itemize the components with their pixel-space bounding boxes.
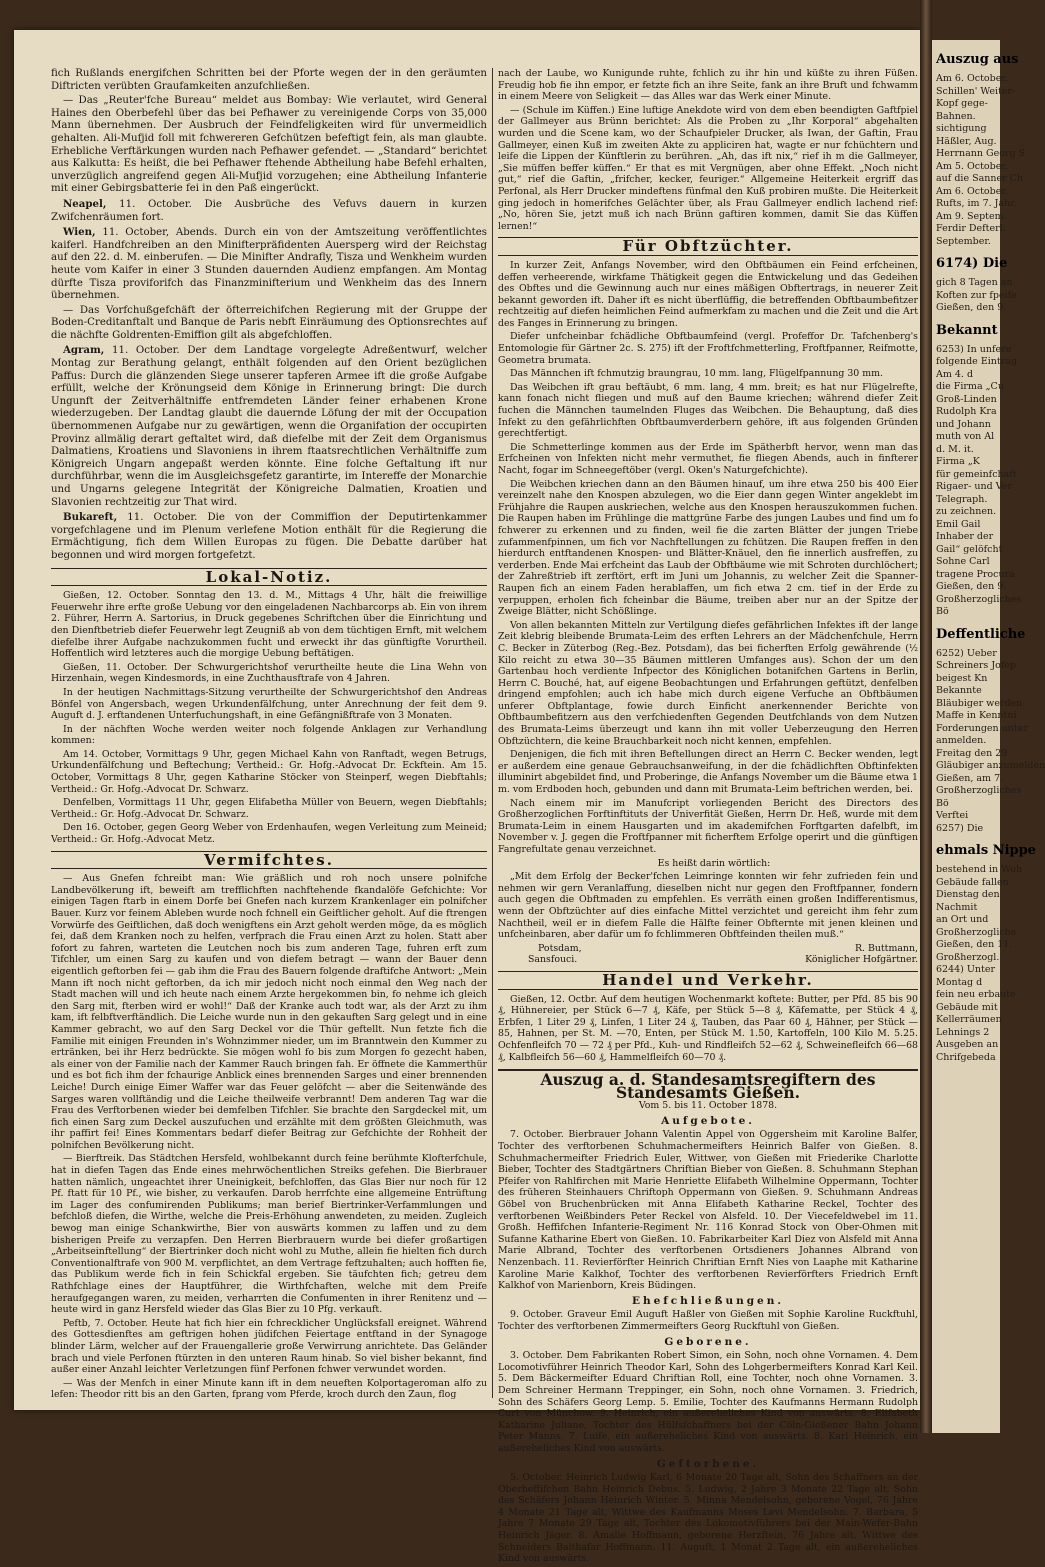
article-paragraph: Peftb, 7. October. Heute hat fich hier ein fchrecklicher Unglücksfall ereignet. Während des Gottesdienftes am geftrigen hohen jüdifchen Feiertage entftand in der Synagoge blinder Lärm, welcher auf der Frauengallerie große Verwirrung anrichtete. Das Geländer brach und viele Perfonen ftürzten in den unteren Raum hinab. So viel bisher bekannt, find außer einer Anzahl leichter Verletzungen fünf Perfonen fchwer verwundet worden.	[51, 1317, 487, 1376]
adjacent-page-line: Ferdir Defterl.	[936, 223, 1006, 234]
adjacent-page-line: Groß-Linden	[936, 393, 997, 405]
adjacent-page-line: Auszug aus	[936, 52, 1019, 67]
subheading-eheschliessungen: Ehefchließungen.	[631, 1294, 785, 1307]
article-paragraph: Am 14. October, Vormittags 9 Uhr, gegen Michael Kahn von Ranftadt, wegen Betrugs, Urkundenfälfchung und Beftechung; Vertheid.: Gr. Hofg.-Advocat Dr. Eckftein. Am 15. October, Vormittags 8 Uhr, gegen Katharine Stöcker von Steinperf, wegen Diebftahls; Vertheid.: Gr. Hofg.-Advocat Dr. Schwarz.	[51, 748, 487, 795]
adjacent-page-line: Am 5. October.	[936, 160, 1008, 172]
adjacent-page-line: Gebäude fallen	[936, 876, 1009, 888]
adjacent-page-line: Gießen, den 9.	[936, 581, 1007, 592]
article-paragraph: — Was der Menfch in einer Minute kann ift in dem neueften Kolportageroman alfo zu lefen: Theodor ritt bis an den Garten, fprang vom Pferde, kroch durch den Zaun, flog	[51, 1377, 487, 1401]
signature-name	[805, 943, 918, 966]
adjacent-page-line: bestehend in Woh	[936, 864, 1023, 875]
article-paragraph: In der heutigen Nachmittags-Sitzung verurtheilte der Schwurgerichtshof den Andreas Bönfel von Angersbach, wegen Urkundenfälfchung, unter Anrechnung der feit dem 9. Auguft d. J. erftandenen Unterfuchungshaft, in eine Gefängnißftrafe von 3 Monaten.	[51, 686, 487, 722]
adjacent-page-line: Lehnings 2	[936, 1026, 990, 1038]
adjacent-page-line: Bekannte	[936, 685, 982, 696]
adjacent-page-line: Telegraph.	[936, 493, 988, 505]
column-divider	[492, 68, 493, 1398]
adjacent-page-line: Häßler, Aug.	[936, 135, 997, 147]
article-paragraph: Den 16. October, gegen Georg Weber von Erdenhaufen, wegen Verleitung zum Meineid; Vertheid.: Gr. Hofg.-Advocat Metz.	[51, 822, 487, 846]
dispatch-agram	[51, 344, 487, 509]
right-column	[498, 68, 918, 1567]
adjacent-page-line: Bö	[936, 797, 949, 809]
adjacent-page-line: Rufts, im 7. Jahr.	[936, 198, 1017, 209]
adjacent-page-line: Herrnann Georg S	[936, 148, 1026, 159]
standesamt-period: Vom 5. bis 11. October 1878.	[638, 1100, 778, 1112]
signature-place	[498, 943, 582, 966]
dispatch-place: Wien,	[63, 226, 96, 239]
article-paragraph: Gießen, 12. October. Sonntag den 13. d. M., Mittags 4 Uhr, hält die freiwillige Feuerwehr ihre erfte große Uebung vor den eingeladenen Nachbarcorps ab. Ein von ihrem 2. Führer, Herrn A. Sartorius, in Druck gegebenes Schriftchen über die Einrichtung und den Dienftbetrieb diefer Feuerwehr legt Zeugniß ab von dem tüchtigen Ernft, mit welchem diefelbe ihrer Aufgabe nachzukommen fucht und erweckt ihr das günftigfte Vorurtheil. Hoffentlich wird letzteres auch die morgige Uebung beftätigen.	[51, 590, 487, 660]
adjacent-page-line: die Firma „Cu	[936, 381, 1004, 392]
registry-entries: 5. October. Heinrich Ludwig Karl, 6 Monate 20 Tage alt, Sohn des Schaffners an der Oberheffifchen Bahn Heinrich Debus. 5. Ludwig, 2 Jahre 3 Monate 22 Tage alt, Sohn des Schäfers Johann Heinrich Winter. 5. Minna Mendelsohn, geborene Vogel, 76 Jahre 4 Monate 21 Tage alt, Wittwe des Kaufmanns Moses Levi Mendelsohn. 7. Barbara, 5 Jahre 7 Monate 29 Tage alt, Tochter des Lokomotivführers bei der Main-Wefer-Bahn Heinrich Jäger. 8. Amalie Hoffmann, geborene Herzftein, 76 Jahre alt, Wittwe des Schneiders Balthafar Hoffmann. 11. Auguft, 1 Monat 2 Tage alt, ein außereheliches Kind von auswärts.	[498, 1472, 918, 1565]
adjacent-page-line: Gießen, den 11.	[936, 939, 1013, 950]
adjacent-page-line: Gießen, den 9.	[936, 302, 1007, 313]
adjacent-page-line: Großherzogliches	[936, 593, 1022, 605]
dispatch-place: Agram,	[63, 344, 105, 357]
article-paragraph: nach der Laube, wo Kunigunde ruhte, fchlich zu ihr hin und küßte zu ihren Füßen. Freudig hob fie ihn empor, er fetzte fich an ihre Seite, fank an ihre Bruft und fchwamm in einem Meere von Seligkeit — das Alles war das Werk einer Minute.	[498, 68, 918, 103]
article-paragraph: Gießen, 11. October. Der Schwurgerichtshof verurtheilte heute die Lina Wehn von Hirzenhain, wegen Kindesmords, in eine Zuchthausftrafe von 4 Jahren.	[51, 661, 487, 685]
signature-block	[498, 943, 918, 966]
article-paragraph: Das Männchen ift fchmutzig braungrau, 10 mm. lang, Flügelfpannung 30 mm.	[510, 368, 884, 380]
adjacent-page-line: muth von Al	[936, 431, 995, 442]
adjacent-page-line: Montag d	[936, 976, 983, 988]
adjacent-page-line: Gebäude mit	[936, 1001, 998, 1013]
adjacent-page-line: an Ort und	[936, 914, 989, 925]
adjacent-page-line: Inhaber der	[936, 531, 994, 542]
adjacent-page-line: Bläubiger werden	[936, 697, 1023, 709]
adjacent-page-line: Nachmit	[936, 901, 978, 913]
signature-place-line: Sansfouci.	[528, 954, 578, 966]
adjacent-page-line: fein neu erbaute	[936, 989, 1016, 1000]
adjacent-page-line: Forderungen unter	[936, 722, 1028, 734]
market-report: Gießen, 12. Octbr. Auf dem heutigen Wochenmarkt koftete: Butter, per Pfd. 85 bis 90 ₰, Hühnereier, per Stück 6—7 ₰, Käfe, per Stück 5—8 ₰, Käfematte, per Stück 4 ₰, Erbfen, 1 Liter 29 ₰, Linfen, 1 Liter 24 ₰, Tauben, das Paar 60 ₰, Hähner, per Stück —85, Hahnen, per St. M. —70, Enten, per Stück M. 1.50, Kartoffeln, 100 Kilo M. 5.25. Ochfenfleifch 70 — 72 ₰ per Pfd., Kuh- und Rindfleifch 52—62 ₰, Schweinefleifch 66—68 ₰, Kalbfleifch 56—60 ₰, Hammelfleifch 60—70 ₰.	[498, 993, 918, 1063]
article-paragraph: Nach einem mir im Manufcript vorliegenden Bericht des Directors des Großherzoglichen Forftinftituts der Univerfität Gießen, Herrn Dr. Heß, wurde mit dem Brumata-Leim in einem Hausgarten und im akademifchen Forftgarten dafelbft, im November v. J. gegen die Froftfpanner mit ficherftem Erfolge operirt und die günftigen Fangrefultate genau verzeichnet.	[498, 797, 918, 855]
dispatch-text: 11. October, Abends. Durch ein von der Amtszeitung veröffentlichtes kaiferl. Handfchreiben an den Minifterpräfidenten Auersperg wird der Reichstag auf den 22. d. M. einberufen. — Die Minifter Andrafly, Tisza und Wenkheim wurden heute vom Kaifer in einer 3 Stunden dauernden Audienz empfangen. Am Montag dürfte Tisza proviforifch das Finanzminifterium und Wenkheim das des Innern übernehmen.	[51, 227, 488, 302]
adjacent-page-line: Emil Gail	[936, 518, 981, 530]
adjacent-page-line: Sohne Carl	[936, 556, 990, 567]
section-heading-lokal: Lokal-Notiz.	[51, 568, 487, 587]
adjacent-page-line: Großherzogl.	[936, 951, 1000, 963]
adjacent-page-line: 6174) Die	[936, 256, 1008, 271]
adjacent-page-line: Am 6. October.	[936, 73, 1008, 84]
adjacent-page-line: September.	[936, 235, 991, 247]
registry-entries: 3. October. Dem Fabrikanten Robert Simon, ein Sohn, noch ohne Vornamen. 4. Dem Locomotivführer Heinrich Theodor Karl, Sohn des Lohgerbermeifters Konrad Karl Keil. 5. Dem Bäckermeifter Eduard Chriftian Roll, eine Tochter, noch ohne Vornamen. 3. Dem Schreiner Hermann Treppinger, ein Sohn, noch ohne Vornamen. 3. Friedrich, Sohn des Schäfers Georg Lemp. 5. Emilie, Tochter des Kaufmanns Hermann Rudolph Curt von Münchow. 9. Heinrich, ein außereheliches Kind von auswärts. 8. Elifabeth Katharine Juliane, Tochter des Hülfsfchaffners bei der Cöln-Gießener Bahn Johann Peter Manns. 7. Luife, ein außereheliches Kind von auswärts. 8. Karl Heinrich, ein außereheliches Kind von auswärts.	[498, 1350, 918, 1454]
adjacent-page-line: Verftei	[936, 810, 969, 821]
signature-place-line: Potsdam,	[538, 942, 582, 954]
left-column	[51, 68, 487, 1403]
adjacent-page-line: folgende Eintrag	[936, 356, 1018, 367]
adjacent-page-line: 6252) Ueber	[936, 647, 997, 659]
adjacent-page-line: und Johann	[936, 418, 991, 430]
adjacent-page-line: Schillen' Weiter-	[936, 85, 1016, 97]
article-paragraph: — Aus Gnefen fchreibt man: Wie gräßlich und roh noch unsere polnifche Landbevölkerung ift, beweift am trefflichften nachftehende fkandalöfe Gefchichte: Vor einigen Tagen ftarb in einem Dorfe bei Gnefen nach kurzem Krankenlager ein polnifcher Bauer. Kurz vor feinem Ableben wurde noch fchnell ein Geiftlicher geholt. Auf die ftrengen Vorwürfe des Geiftlichen, daß doch wenigftens ein Arzt geholt werden möge, da es möglich fei, daß dem Kranken noch zu helfen, verfprach die Frau einen Arzt zu holen. Statt aber fofort zu fahren, warteten die Leutchen noch bis zum anderen Tage, fuhren erft zum Tifchler, um einen Sarg zu kaufen und von diefem betragt — wann der Bauer denn eigentlich geftorben fei — gab ihm die Frau des Bauern folgende draftifche Antwort: „Mein Mann ift noch nicht geftorben, da ich mir jedoch nicht noch einmal den Weg nach der Stadt machen will und ich heute nach einem Arzte hergekommen bin, fo nehme ich gleich den Sarg mit, fterben wird er wohl!“ Daß der Kranke auch todt war, als der Arzt zu ihm kam, ift felbftverftändlich. Die Leiche wurde nun in den gekauften Sarg gelegt und in eine Kammer gebracht, wo auf den Sarg Deckel vor die Thür geftellt. Nun fetzte fich die Familie mit einigen Freunden in's Wohnzimmer nieder, um im Branntwein den Kummer zu ertränken, bei ihr Herz bedrückte. Sie mögen wohl fo bis zum Morgen fo gezecht haben, als einer von der Familie nach der Kammer Rauch bringen fah. Er öffnete die Kammerthür und es bot fich ihm der fchaurige Anblick eines brennenden Sarges und einer brennenden Leiche! Durch einige Eimer Waffer war das Feuer gelöfcht — aber die Seitenwände des Sarges waren vollftändig und die Leiche theilweife verbrannt! Dem anderen Tag war die Frau des Verftorbenen wieder bei demfelben Tifchler. Sie brachte den Sargdeckel mit, um fich einen Sarg zum Deckel auszufuchen und erzählte mit dem größten Gleichmuth, was ihr paffirt fei! Eines Kommentars bedarf diefer Beitrag zur Gefchichte der Rohheit der polnifchen Bevölkerung nicht.	[51, 873, 487, 1151]
section-heading-vermischtes: Vermifchtes.	[51, 851, 487, 870]
adjacent-page-line: tragene Procura	[936, 568, 1015, 580]
adjacent-page-line: Chrifgebeda	[936, 1051, 996, 1063]
adjacent-page-line: Schreiners Jofep	[936, 660, 1017, 671]
adjacent-page-line: gich 8 Tagen an	[936, 277, 1013, 288]
section-heading-handel: Handel und Verkehr.	[498, 971, 918, 990]
section-heading-obstzuechter: Für Obftzüchter.	[498, 237, 918, 256]
dispatch-place: Neapel,	[63, 197, 107, 210]
article-paragraph: In der nächften Woche werden weiter noch folgende Anklagen zur Verhandlung kommen:	[51, 723, 487, 747]
adjacent-page-line: Großherzogliche	[936, 926, 1017, 938]
article-paragraph: Es heißt darin wörtlich:	[657, 857, 771, 869]
adjacent-page-line: 6257) Die	[936, 822, 984, 834]
adjacent-page-line: 6253) In unfere	[936, 343, 1012, 355]
adjacent-page-line: für gemeinfchaft	[936, 468, 1017, 480]
article-paragraph: Die Weibchen kriechen dann an den Bäumen hinauf, um ihre etwa 250 bis 400 Eier vereinzelt nahe den Knospen abzulegen, wo die Eier dann gegen Winter angeklebt im Frühjahre die Raupen auskriechen, welche aus den Knospen herauszukommen fuchen. Die Raupen haben im Frühlinge die mattgrüne Farbe des jungen Laubes und find um fo fchwerer zu erkennen und zu finden, weil fie die zarten Blätter der jungen Triebe zufammenfpinnen, um fich vor Nachftellungen zu fchützen. Die Raupen freffen in den hierdurch entftandenen Knospen- und Blätter-Knäuel, den fie innerlich ausfreffen, zu verderben. Ende Mai erfcheint das Laub der Obftbäume wie mit Schroten durchlöchert; der Zahreßtrieb ift zerftört, erft im Juni um Johannis, zu welcher Zeit die Spanner-Raupen fich an einem Faden herablaffen, um fich etwa 2 cm. tief in der Erde zu verpuppen, erholen fich fcheinbar die Bäume, treiben aber nur an der Spitze der Zweige Blätter, nicht Schößlinge.	[498, 478, 918, 618]
adjacent-page-edge	[932, 40, 1045, 1433]
adjacent-page-line: zu zeichnen.	[936, 506, 997, 517]
registry-entries: 9. October. Graveur Emil Auguft Haßler von Gießen mit Sophie Karoline Ruckftuhl, Tochter des verftorbenen Zimmermeifters Georg Ruckftuhl von Gießen.	[498, 1309, 918, 1332]
dispatch-text: 11. October. Die von der Commiffion der Deputirtenkammer vorgefchlagene und im Plenum verlefene Motion enthält für die Regierung die Ermächtigung, fich dem Willen Europas zu fügen. Die Debatte darüber hat begonnen und wird morgen fortgefetzt.	[51, 512, 487, 561]
newspaper-page	[14, 30, 920, 1565]
adjacent-page-line: Gläubiger anzumelden	[936, 760, 1045, 771]
adjacent-page-line: Bekannt	[936, 322, 998, 338]
dispatch-bukarest	[51, 511, 487, 562]
adjacent-page-line: Am 4. d	[936, 368, 974, 380]
registry-entries: 7. October. Bierbrauer Johann Valentin Appel von Oggersheim mit Karoline Balfer, Tochter des verftorbenen Schuhmachermeifters Heinrich Balfer von Gießen. 8. Schuhmachermeifter Friedrich Euler, Wittwer, von Gießen mit Friederike Charlotte Bieber, Tochter des Stadtgärtners Chriftian Bieber von Gießen. 8. Schuhmann Stephan Pfeifer von Rahlfirchen mit Marie Henriette Elifabeth Wilhelmine Oppermann, Tochter des früheren Steinhauers Chriftoph Oppermann von Gießen. 9. Schuhmann Andreas Göbel von Bruchenbrücken mit Anna Elifabeth Katharine Reckel, Tochter des verftorbenen Weißbinders Peter Reckel von Alsfeld. 10. Der Viecefeldwebel im 11. Großh. Heffifchen Infanterie-Regiment Nr. 116 Konrad Stock von Ober-Ohmen mit Sufanne Katharine Ebert von Gießen. 10. Fabrikarbeiter Karl Diez von Alsfeld mit Anna Marie Albrand, Tochter des verftorbenen Ortsdieners Johannes Albrand von Nenzenbach. 11. Revierförfter Heinrich Chriftian Ernft Nies von Laaphe mit Katharine Karoline Marie Kalkhof, Tochter des verftorbenen Revierförfters Friedrich Ernft Kalkhof von Marienborn, Kreis Büdingen.	[498, 1129, 918, 1292]
article-paragraph: — Das „Reuter'fche Bureau“ meldet aus Bombay: Wie verlautet, wird General Haines den Oberbefehl über das bei Pefhawer zu vereinigende Corps von 35,000 Mann übernehmen. Der Ausbruch der Feindfeligkeiten wird für unvermeidlich gehalten. Ali-Mufjid foll mit fchwereren Gefchützen befeftigt fein, als man glaubte. Erhebliche Verftärkungen wurden nach Pefhawer gefendet. — „Standard“ berichtet aus Kalkutta: Es heißt, die bei Pefhawer ftehende Abtheilung habe Befehl erhalten, unverzüglich angreifend gegen Ali-Mufjid vorzugehen; eine Abtheilung Infanterie mit einer Gebirgsbatterie fei in den Paß eingerückt.	[51, 95, 487, 195]
dispatch-text: 11. October. Die Ausbrüche des Vefuvs dauern in kurzen Zwifchenräumen fort.	[51, 198, 487, 223]
adjacent-page-line: sichtigung	[936, 123, 987, 134]
adjacent-page-line: Am 6. October.	[936, 185, 1008, 197]
adjacent-page-line: Koften zur fpeife	[936, 289, 1017, 301]
dispatch-text: 11. October. Der dem Landtage vorgelegte Adreßentwurf, welcher Montag zur Berathung gelangt, enthält folgenden auf den Orient bezüglichen Paffus: Durch die glänzenden Siege unserer tapferen Armee ift die große Aufgabe erfüllt, welche der Krönungseid dem Könige in Erinnerung bringt: Die durch Ungunft der Zeitverhältniffe entfremdeten Länder feiner erhabenen Krone wiederzugeben. Der Landtag glaubt die dauernde Löfung der mit der Occupation übernommenen Aufgabe nur zu gewärtigen, wenn die Organifation der occupirten Provinz allmälig derart geftaltet wird, daß diefelbe mit der Zeit dem Organismus Dalmatiens, Kroatiens und Slavoniens in ihrem ftaatsrechtlichen Verhältniffe zum Königreich Ungarn angepaßt werden könnte. Eine folche Geftaltung ift nur durchführbar, wenn die im Ausgleichsgefetz garantirte, im Intereffe der Monarchie und Ungarns gelegene Integrität der Königreiche Dalmatien, Kroatien und Slavonien rechtzeitig zur That wird.	[51, 345, 487, 508]
adjacent-page-line: ehmals Nippe	[936, 843, 1036, 858]
adjacent-page-line: Gail“ gelöfcht	[936, 543, 1003, 555]
article-paragraph: Denfelben, Vormittags 11 Uhr, gegen Elifabetha Müller von Beuern, wegen Diebftahls; Vertheid.: Gr. Hofg.-Advocat Dr. Schwarz.	[51, 797, 487, 820]
signature-line: R. Buttmann,	[854, 942, 918, 954]
adjacent-page-line: Rudolph Kra	[936, 406, 997, 417]
adjacent-page-line: Deffentliche	[936, 626, 1026, 642]
article-paragraph: Diefer unfcheinbar fchädliche Obftbaumfeind (vergl. Profeffor Dr. Tafchenberg's Entomologie für Gärtner 2c. S. 275) ift der Froftfchmetterling, Froftfpanner, Reifmotte, Geometra brumata.	[498, 331, 918, 366]
adjacent-page-line: anmelden.	[936, 735, 987, 746]
adjacent-page-line: 6244) Unter	[936, 964, 996, 975]
adjacent-page-line: Kellerräumen	[936, 1014, 1002, 1025]
adjacent-page-line: d. M. it.	[936, 443, 974, 455]
article-paragraph: In kurzer Zeit, Anfangs November, wird den Obftbäumen ein Feind erfcheinen, deffen verheerende, wirkfame Thätigkeit gegen die Entwickelung und das Gedeihen des Obftes und die Gewinnung auch nur eines mäßigen Obftertrags, in neuerer Zeit bekannt geworden ift. Daher ift es nicht überflüffig, die betreffenden Obftbaumbefitzer rechtzeitig auf diefen heimlichen Feind aufmerkfam zu machen und die Zeit und die Art des Fanges in Erinnerung zu bringen.	[498, 259, 918, 329]
adjacent-page-line: Freitag den 29	[936, 747, 1008, 759]
article-paragraph: — Bierftreik. Das Städtchen Hersfeld, wohlbekannt durch feine berühmte Klofterfchule, hat in diefen Tagen das Ende eines mehrwöchentlichen Streiks gefehen. Die Bierbrauer hatten nämlich, ungeachtet ihrer Uneinigkeit, befchloffen, das Glas Bier nur noch für 12 Pf. ftatt für 10 Pf., wie bisher, zu verkaufen. Darob herrfchte eine allgemeine Entrüftung im Lager des confumirenden Publikums; man berief Biertrinker-Verfammlungen und befchloß diefen, die Wirthe, welche die Preis-Erhöhung anwendeten, zu meiden. Zugleich bewog man einige Schankwirthe, Bier von auswärts kommen zu laffen und zu dem bisherigen Preife zu verzapfen. Den Herren Bierbrauern wurde bei diefer großartigen „Arbeitseinftellung“ der Biertrinker doch nicht wohl zu Muthe, allein fie hielten fich durch Conventionalftrafe von 900 M. verpflichtet, an dem Vertrage feftzuhalten; auch hofften fie, das Publikum werde fich in fein Schickfal ergeben. Sie täufchten fich; getreu dem Rathfchlage eines der Hauptführer, die Wirthfchaften, welche mit dem Preife heraufgegangen waren, zu meiden, verharrten die Confumenten in ihrer Renitenz und — heute wird in ganz Hersfeld wieder das Glas Bier zu 10 Pfg. verkauft.	[51, 1153, 487, 1316]
adjacent-page-text	[932, 40, 1045, 1064]
adjacent-page-line: Dienstag den	[936, 889, 1000, 900]
book-gutter	[920, 0, 932, 1433]
adjacent-page-line: beigest Kn	[936, 672, 988, 684]
adjacent-page-line: Bahnen.	[936, 110, 976, 122]
article-paragraph: Die Schmetterlinge kommen aus der Erde im Spätherbft hervor, wenn man das Erfcheinen von Infekten nicht mehr vermuthet, fie fliegen Abends, auch in finfterer Nacht, fogar im Schneegeftöber (vergl. Oken's Naturgefchichte).	[498, 441, 918, 476]
dispatch-wien	[51, 226, 487, 303]
adjacent-page-line: Gießen, am 7.	[936, 772, 1004, 784]
subheading-geborene: Geborene.	[664, 1335, 752, 1348]
section-heading-standesamt: Auszug a. d. Standesamtsregiftern des Standesamts Gießen.	[498, 1069, 918, 1099]
adjacent-page-line: Firma „K	[936, 456, 980, 467]
article-paragraph: — (Schule im Küffen.) Eine luftige Anekdote wird von dem eben beendigten Gaftfpiel der Gallmeyer aus Brünn berichtet: Als die Proben zu „Ihr Korporal“ abgehalten wurden und die Scene kam, wo der Schaufpieler Drucker, als Iwan, der Gaftin, Frau Gallmeyer, einen Kuß im zweiten Akte zu appliciren hat, wagte er nur fchüchtern und leife die Lippen der Künftlerin zu berühren. „Ah, das ift nix,“ rief ih m die Gallmeyer, „Sie müffen beffer küffen.“ Er that es mit Vergnügen, aber ohne Effekt. „Noch nicht gut,“ rief die Gaftin, „frifcher, kecker, feuriger.“ Allgemeine Heiterkeit ergriff das Perfonal, als Herr Drucker mindeftens fünfmal den Kuß probiren mußte. Die Heiterkeit ging jedoch in homerifches Gelächter über, als Frau Gallmeyer endlich lachend rief: „No, hören Sie, jetzt muß ich nach Brünn gaftiren kommen, damit Sie das Küffen lernen!“	[498, 104, 918, 232]
dispatch-place: Bukareft,	[63, 511, 118, 524]
subheading-gestorbene: Geftorbene.	[656, 1457, 760, 1470]
article-paragraph: fich Rußlands energifchen Schritten bei der Pforte wegen der in den geräumten Diftricten verübten Graufamkeiten anzufchließen.	[51, 68, 487, 92]
adjacent-page-line: auf die Sanner Ch	[936, 173, 1024, 184]
adjacent-page-line: Am 9. Septem.	[936, 210, 1007, 222]
adjacent-page-line: Rigaer- und Ver	[936, 481, 1012, 492]
article-paragraph: — Das Vorfchußgefchäft der öfterreichifchen Regierung mit der Gruppe der Boden-Creditanftalt und Banque de Paris nebft Einräumung des Optionsrechtes auf die nächfte Goldrenten-Emiffion gilt als abgefchloffen.	[51, 304, 487, 341]
signature-line: Königlicher Hofgärtner.	[805, 954, 918, 966]
article-paragraph: „Mit dem Erfolg der Becker'fchen Leimringe konnten wir fehr zufrieden fein und nehmen wir gern Veranlaffung, dieselben nicht nur gegen den Froftfpanner, fondern auch gegen die Obftmaden zu empfehlen. Es verräth einen großen Indifferentismus, wenn der Obftzüchter auf dies einfache Mittel verzichtet und gereicht ihm fehr zum Nachtheil, weil er in diefem Falle die Hälfte feiner Obfternte mit jenen kleinen und unfcheinbaren, aber dafür um fo fchlimmeren Obftfeinden theilen muß.“	[498, 871, 918, 941]
article-paragraph: Das Weibchen ift grau beftäubt, 6 mm. lang, 4 mm. breit; es hat nur Flügelrefte, kann fonach nicht fliegen und muß auf den Baume kriechen; während diefer Zeit fuchen die Männchen taumelnden Fluges das Weibchen. Die Behauptung, daß dies Infekt zu den gefährlichften Obftbaumverderbern gehöre, ift aus folgenden Gründen gerechtfertigt.	[498, 381, 918, 440]
adjacent-page-line: Maffe in Kenntni	[936, 710, 1017, 721]
dispatch-neapel	[51, 198, 487, 224]
adjacent-page-line: Kopf gege-	[936, 98, 988, 109]
article-paragraph: Von allen bekannten Mitteln zur Vertilgung diefes gefährlichen Infektes ift der lange Zeit klebrig bleibende Brumata-Leim des erften Lehrers an der Mädchenfchule, Herrn C. Becker in Züterbog (Reg.-Bez. Potsdam), das bei ficherften Erfolg gewährende (½ Kilo reicht zu etwa 30—35 Bäumen mittleren Umfanges aus). Schon der um den Gartenbau hoch verdiente Infpector des Königlichen botanifchen Gartens in Berlin, Herrn C. Bouché, hat, auf eigene Beobachtungen und Erfahrungen geftützt, denfelben dringend empfohlen; auch ich habe mich durch eigene Verfuche an Obftbäumen unferer Obftplantage, fowie durch Einficht anerkennender Berichte von Obftbaumbefitzern aus den verfchiedenften Gegenden Deutfchlands von dem Nutzen des Brumata-Leims überzeugt und kann ihn mit voller Ueberzeugung den Herren Obftzüchtern, die keine Brauchbarkeit noch nicht kennen, empfehlen.	[498, 619, 918, 747]
adjacent-page-line: Ausgeben an	[936, 1039, 999, 1050]
adjacent-page-line: Großherzogliches	[936, 785, 1022, 796]
adjacent-page-line: Bö	[936, 606, 949, 617]
subheading-aufgebote: Aufgebote.	[661, 1114, 755, 1127]
article-paragraph: Denjenigen, die fich mit ihren Beftellungen direct an Herrn C. Becker wenden, legt er außerdem eine genaue Gebrauchsanweifung, in der die fchädlichften Obftinfekten illuminirt abgebildet find, und Proberinge, die Anfangs November um die Bäume etwa 1 m. vom Erdboden hoch, gebunden und dann mit Brumata-Leim beftrichen werden, bei.	[498, 749, 919, 796]
